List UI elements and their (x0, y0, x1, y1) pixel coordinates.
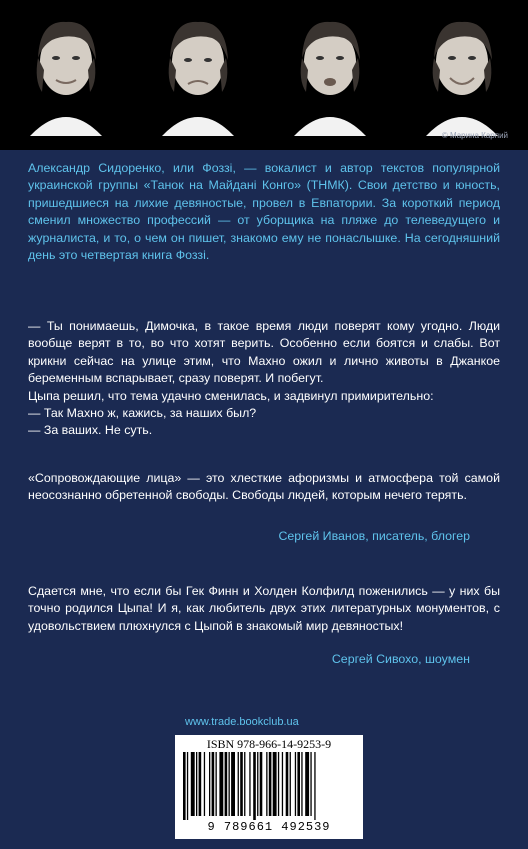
barcode-bar (269, 752, 272, 816)
barcode-bar (240, 752, 243, 816)
barcode-bar (209, 752, 210, 816)
isbn-barcode (175, 735, 363, 839)
review-author-1: Сергей Иванов, писатель, блогер (278, 529, 470, 543)
barcode-bar (225, 752, 228, 816)
barcode-bar (301, 752, 302, 816)
barcode-bar (305, 752, 309, 816)
barcode-bar (278, 752, 279, 816)
barcode-bar (257, 752, 258, 816)
author-portrait-3 (264, 0, 396, 136)
barcode-number: 9 789661 492539 (207, 820, 331, 834)
excerpt-paragraph: — Ты понимаешь, Димочка, в такое время люди поверят кому угодно. Люди вообще верят в то, во что хотят верить. Особенно если боятся и слабы. Вот крикни сейчас на улице этим, что Махно ожил и лично животы в Джанкое беременным вспарывает, сразу поверят. И побегут. (28, 319, 500, 386)
barcode-bar (199, 752, 202, 816)
review-text-2: Сдается мне, что если бы Гек Финн и Холден Колфилд поженились — у них бы точно родился Цыпа! И я, как любитель двух этих литературных монументов, с удовольствием плюхнулся с Цыпой в знакомый мир девяностых! (28, 584, 500, 633)
barcode-bar (253, 752, 256, 820)
barcode-bar (204, 752, 205, 816)
barcode-bars (181, 752, 357, 820)
barcode-bar (282, 752, 283, 816)
barcode-bar (273, 752, 277, 816)
author-photo-strip (0, 0, 528, 150)
barcode-bar (212, 752, 215, 816)
author-portrait-2 (132, 0, 264, 136)
book-excerpt (28, 318, 500, 440)
barcode-bar (310, 752, 311, 816)
excerpt-line: — За ваших. Не суть. (28, 423, 153, 438)
publisher-url: www.trade.bookclub.ua (185, 716, 299, 728)
isbn-label: ISBN 978-966-14-9253-9 (206, 737, 332, 751)
barcode-bar (249, 752, 250, 816)
barcode-bar (295, 752, 296, 816)
review-author-2: Сергей Сивохо, шоумен (331, 652, 470, 666)
author-bio: Александр Сидоренко, или Фоззі, — вокалист и автор текстов популярной украинской группы «Танок на Майдані Конго» (ТНМК). Свои детство и юность, пришедшиеся на лихие девяностые, провел в Евпатории. За короткий период сменил множество профессий — от уборщика на пляже до телеведущего и журналиста, и то, о чем он пишет, знакомо ему не понаслышке. На сегодняшний день это четвертая книга Фоззі. (28, 161, 500, 263)
barcode-bar (244, 752, 245, 816)
author-portrait-1 (0, 0, 132, 136)
barcode-bar (314, 752, 315, 820)
review-text-1: «Сопровождающие лица» — это хлесткие афоризмы и атмосфера той самой неосознанно обретенной свободы. Свободы людей, которым нечего терять. (28, 471, 500, 503)
author-portrait-4 (396, 0, 528, 136)
barcode-bar (297, 752, 300, 816)
barcode-bar (229, 752, 230, 816)
barcode-bar (191, 752, 195, 816)
barcode-bar (260, 752, 263, 816)
barcode-bar (219, 752, 223, 816)
excerpt-line: — Так Махно ж, кажись, за наших был? (28, 406, 257, 421)
barcode-bar (266, 752, 267, 816)
barcode-bar (290, 752, 291, 816)
barcode-bar (216, 752, 217, 816)
photo-credit: © Марина Карпий (441, 131, 508, 140)
barcode-bar (238, 752, 239, 816)
barcode-bar (231, 752, 235, 816)
barcode-bar (196, 752, 197, 816)
excerpt-line: Цыпа решил, что тема удачно сменилась, и задвинул примирительно: (28, 388, 434, 403)
barcode-bar (183, 752, 186, 820)
barcode-bar (187, 752, 188, 820)
barcode-bar (286, 752, 289, 816)
